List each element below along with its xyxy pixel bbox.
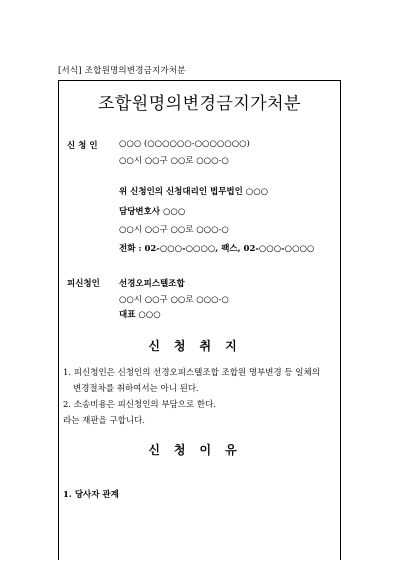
purpose-item-1: 1. 피신청인은 신청인의 선경오피스텔조합 조합원 명부변경 등 일체의	[63, 368, 320, 378]
respondent-name: 선경오피스텔조합	[119, 279, 185, 289]
document-frame	[58, 80, 341, 560]
document-title: 조합원명의변경금지가처분	[97, 94, 302, 114]
applicant-name-id: ○○○ (○○○○○○-○○○○○○○)	[119, 139, 250, 149]
applicant-attorney: 담당변호사 ○○○	[119, 207, 186, 217]
respondent-label: 피신청인	[67, 279, 100, 289]
applicant-label: 신 청 인	[67, 141, 98, 151]
applicant-address: ○○시 ○○구 ○○로 ○○○-○	[119, 156, 229, 166]
purpose-heading: 신청취지	[148, 339, 251, 353]
reasons-heading: 신청이유	[148, 443, 251, 457]
form-tag: [서식] 조합원명의변경금지가처분	[58, 66, 186, 76]
purpose-closing: 라는 재판을 구합니다.	[63, 416, 146, 426]
respondent-address: ○○시 ○○구 ○○로 ○○○-○	[119, 295, 229, 305]
reasons-item-1: 1. 당사자 관계	[63, 490, 119, 500]
agent-contact: 전화 : 02-○○○-○○○○, 팩스, 02-○○○-○○○○	[119, 244, 315, 254]
purpose-item-1-cont: 변경절차를 취하여서는 아니 된다.	[73, 384, 199, 394]
respondent-representative: 대표 ○○○	[119, 310, 161, 320]
agent-address: ○○시 ○○구 ○○로 ○○○-○	[119, 225, 229, 235]
applicant-agent: 위 신청인의 신청대리인 법무법인 ○○○	[119, 187, 269, 197]
purpose-item-2: 2. 소송비용은 피신청인의 부담으로 한다.	[63, 400, 216, 410]
